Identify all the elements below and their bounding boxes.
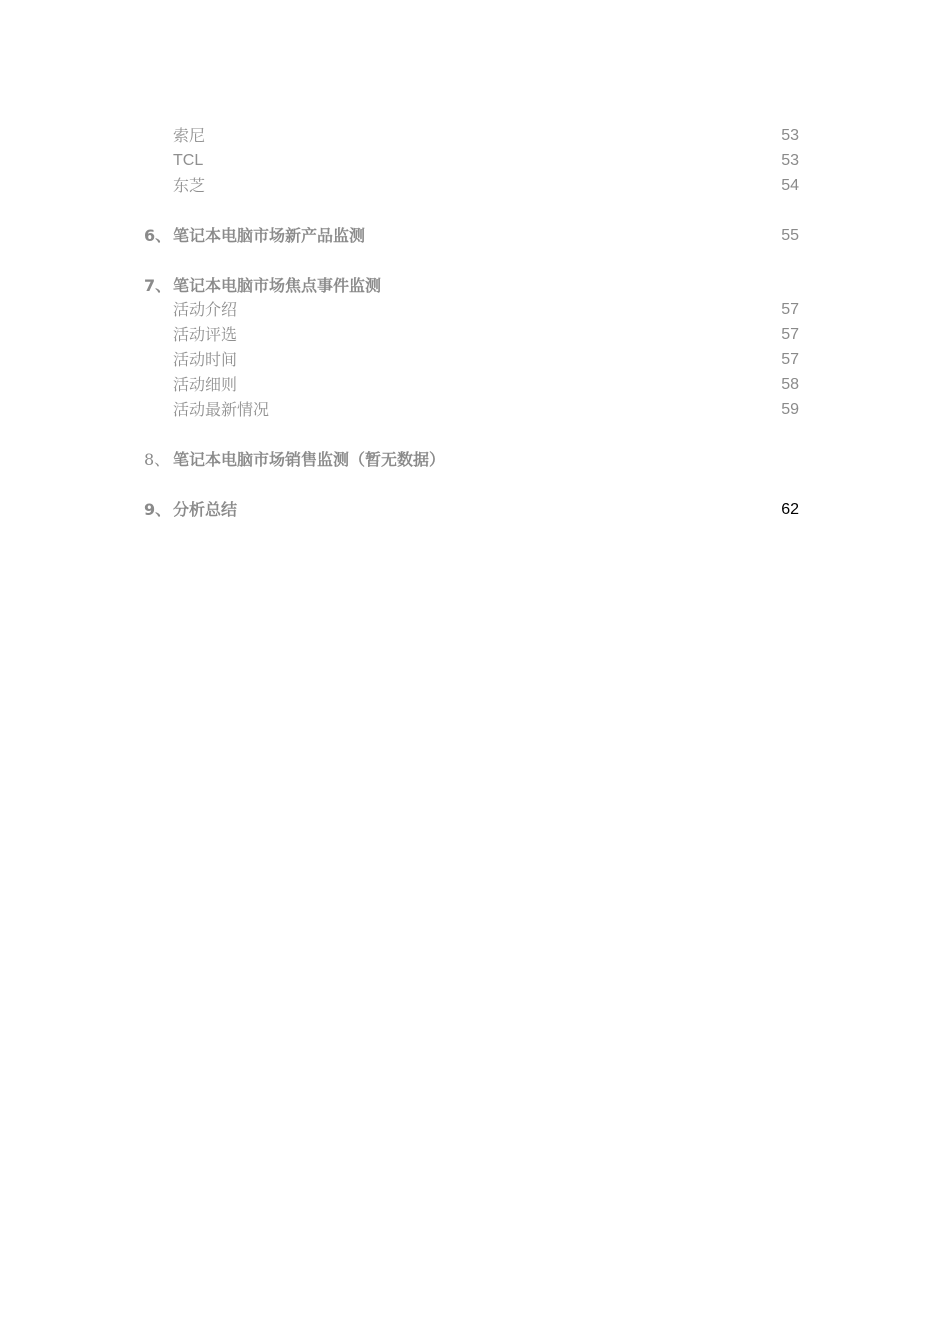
toc-section-number: 8、	[144, 450, 171, 469]
toc-section-number: 6、	[144, 226, 172, 245]
toc-page-number: 53	[781, 152, 799, 169]
toc-entry-label: 活动细则	[173, 375, 238, 394]
toc-section-title: 笔记本电脑市场销售监测（暂无数据）	[173, 450, 446, 469]
toc-section-title: 笔记本电脑市场焦点事件监测	[173, 276, 382, 295]
toc-entry-label: 索尼	[173, 126, 206, 145]
toc-page-number: 57	[781, 326, 799, 343]
toc-page-number: 59	[781, 401, 799, 418]
toc-entry-activity-time[interactable]	[0, 348, 950, 372]
toc-section-7[interactable]	[0, 274, 950, 298]
toc-section-title: 分析总结	[173, 500, 238, 519]
toc-section-8[interactable]	[0, 448, 950, 472]
toc-section-6[interactable]	[0, 224, 950, 248]
toc-entry-label: 活动最新情况	[173, 400, 270, 419]
toc-section-number: 9、	[144, 500, 172, 519]
toc-page-number: 55	[781, 227, 799, 244]
toc-entry-label: 活动时间	[173, 350, 238, 369]
toc-entry-sony[interactable]	[0, 124, 950, 148]
toc-entry-activity-rules[interactable]	[0, 373, 950, 397]
toc-page-number: 54	[781, 177, 799, 194]
toc-entry-label: 活动介绍	[173, 300, 238, 319]
toc-entry-label: 活动评选	[173, 325, 238, 344]
toc-entry-toshiba[interactable]	[0, 174, 950, 198]
toc-page-number: 57	[781, 301, 799, 318]
toc-entry-activity-selection[interactable]	[0, 323, 950, 347]
toc-entry-label: 东芝	[173, 176, 206, 195]
toc-entry-label: TCL	[173, 152, 204, 169]
toc-page-number: 62	[781, 501, 799, 518]
toc-section-number: 7、	[144, 276, 172, 295]
toc-entry-activity-latest[interactable]	[0, 398, 950, 422]
toc-page-number: 57	[781, 351, 799, 368]
toc-page-number: 58	[781, 376, 799, 393]
toc-page-number: 53	[781, 127, 799, 144]
toc-entry-activity-intro[interactable]	[0, 298, 950, 322]
toc-entry-tcl[interactable]	[0, 149, 950, 173]
toc-section-9[interactable]	[0, 498, 950, 522]
toc-section-title: 笔记本电脑市场新产品监测	[173, 226, 366, 245]
